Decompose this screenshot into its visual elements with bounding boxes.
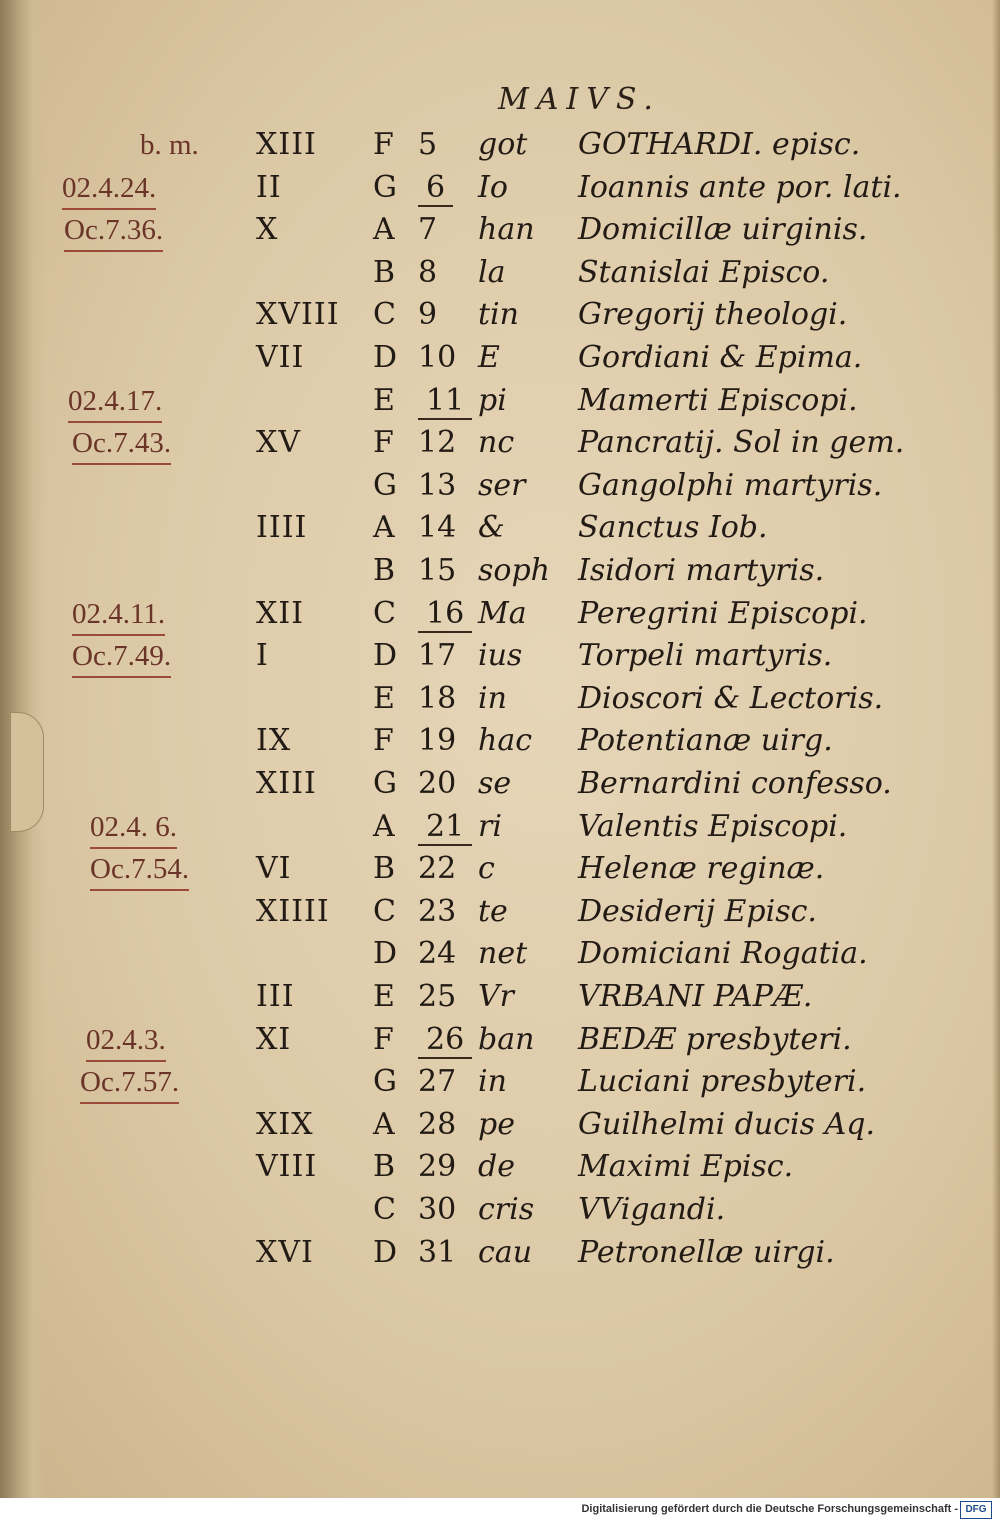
calendar-row [0,1105,1000,1145]
cisiojanus-syllable: han [478,212,535,248]
cisiojanus-syllable: cris [478,1192,535,1227]
dominical-letter: A [373,1106,395,1142]
day-number: 7 [418,212,438,248]
dominical-letter: C [373,297,396,333]
dominical-letter: D [373,638,398,674]
saint-name: Desiderij Episc. [578,893,817,929]
note-handwritten: Oc.7.54. [90,849,189,891]
golden-number: XV [256,425,302,461]
dominical-letter: C [373,1192,396,1227]
cisiojanus-syllable: nc [478,425,515,461]
cisiojanus-syllable: net [478,936,528,972]
cisiojanus-syllable: cau [478,1234,533,1270]
dominical-letter: A [373,808,395,844]
golden-number: XVIII [256,297,340,333]
golden-number: VI [256,851,292,887]
day-number: 6 [418,168,453,208]
calendar-row [0,551,1000,591]
golden-number: VII [256,340,305,375]
cisiojanus-syllable: ser [478,467,526,503]
dominical-letter: G [373,467,397,503]
day-number: 26 [418,1020,472,1060]
calendar-row [0,721,1000,761]
month-heading: MAIVS. [498,82,661,117]
calendar-row [0,210,1000,250]
saint-name: Petronellæ uirgi. [578,1234,835,1270]
dominical-letter: E [373,382,395,418]
saint-name: Potentianæ uirg. [578,723,833,759]
saint-name: Guilhelmi ducis Aq. [578,1106,875,1142]
cisiojanus-syllable: tin [478,297,519,333]
day-number: 20 [418,766,457,801]
note-handwritten: 02.4. 6. [90,807,177,849]
saint-name: Isidori martyris. [578,553,825,588]
cisiojanus-syllable: la [478,254,506,290]
calendar-row [0,1190,1000,1230]
day-number: 18 [418,680,457,716]
dominical-letter: C [373,893,396,929]
golden-number: XII [256,595,305,631]
dominical-letter: F [373,1021,394,1057]
day-number: 28 [418,1106,457,1142]
day-number: 5 [418,127,438,162]
day-number: 27 [418,1064,457,1100]
day-number: 12 [418,425,457,461]
golden-number: XIIII [256,893,330,929]
dominical-letter: D [373,1234,398,1270]
calendar-row [0,1020,1000,1060]
dominical-letter: B [373,851,396,887]
dominical-letter: D [373,936,398,972]
cisiojanus-syllable: c [478,851,495,887]
dominical-letter: F [373,723,394,759]
day-number: 31 [418,1234,457,1270]
day-number: 13 [418,467,457,503]
calendar-row [0,892,1000,932]
saint-name: Gregorij theologi. [578,297,848,333]
golden-number: XVI [256,1234,314,1270]
dominical-letter: A [373,510,395,546]
calendar-row [0,125,1000,165]
saint-name: GOTHARDI. episc. [578,127,861,162]
saint-name: Luciani presbyteri. [578,1064,867,1100]
saint-name: BEDÆ presbyteri. [578,1021,852,1057]
dominical-letter: E [373,680,395,716]
saint-name: Mamerti Episcopi. [578,382,858,418]
dominical-letter: E [373,979,395,1014]
dominical-letter: G [373,766,397,801]
day-number: 11 [418,381,472,421]
saint-name: Dioscori & Lectoris. [578,680,884,716]
saint-name: VVigandi. [578,1192,726,1227]
day-number: 9 [418,297,438,333]
calendar-row [0,295,1000,335]
calendar-row [0,168,1000,208]
cisiojanus-syllable: ri [478,808,502,844]
golden-number: IIII [256,510,308,546]
dominical-letter: C [373,595,396,631]
golden-number: I [256,638,269,674]
cisiojanus-syllable: ius [478,638,523,674]
saint-name: Gordiani & Epima. [578,340,863,375]
saint-name: Torpeli martyris. [578,638,833,674]
saint-name: Helenæ reginæ. [578,851,825,887]
saint-name: Peregrini Episcopi. [578,595,868,631]
day-number: 29 [418,1149,457,1185]
note-handwritten: Oc.7.36. [64,210,163,252]
note-handwritten: Oc.7.43. [72,423,171,465]
note-handwritten: 02.4.24. [62,168,156,210]
saint-name: Ioannis ante por. lati. [578,169,902,205]
day-number: 24 [418,936,457,972]
saint-name: Stanislai Episco. [578,254,830,290]
cisiojanus-syllable: got [478,127,528,162]
note-handwritten: 02.4.11. [72,594,165,636]
cisiojanus-syllable: & [478,510,505,546]
calendar-row [0,764,1000,804]
cisiojanus-syllable: E [478,340,500,375]
saint-name: Sanctus Iob. [578,510,768,546]
dominical-letter: D [373,340,398,375]
saint-name: VRBANI PAPÆ. [578,979,813,1014]
saint-name: Pancratij. Sol in gem. [578,425,905,461]
golden-number: II [256,169,282,205]
day-number: 30 [418,1192,457,1227]
cisiojanus-syllable: hac [478,723,533,759]
cisiojanus-syllable: in [478,1064,507,1100]
cisiojanus-syllable: Io [478,169,508,205]
golden-number: XIII [256,127,317,162]
day-number: 10 [418,340,457,375]
calendar-row [0,508,1000,548]
cisiojanus-syllable: se [478,766,512,801]
calendar-row [0,934,1000,974]
dominical-letter: B [373,254,396,290]
golden-number: VIII [256,1149,318,1185]
day-number: 23 [418,893,457,929]
dominical-letter: F [373,127,394,162]
note-handwritten: Oc.7.49. [72,636,171,678]
day-number: 14 [418,510,457,546]
day-number: 16 [418,594,472,634]
cisiojanus-syllable: in [478,680,507,716]
calendar-row [0,253,1000,293]
day-number: 25 [418,979,457,1014]
saint-name: Domiciani Rogatia. [578,936,868,972]
cisiojanus-syllable: pi [478,382,507,418]
note-handwritten: 02.4.3. [86,1020,166,1062]
calendar-row [0,1233,1000,1273]
saint-name: Bernardini confesso. [578,766,892,801]
calendar-row [0,977,1000,1017]
dfg-logo: DFG [960,1501,992,1519]
calendar-row [0,807,1000,847]
golden-number: X [256,212,279,248]
footer-bar [0,1498,1000,1523]
day-number: 22 [418,851,457,887]
calendar-row [0,423,1000,463]
dominical-letter: B [373,1149,396,1185]
calendar-row [0,1147,1000,1187]
cisiojanus-syllable: Ma [478,595,527,631]
day-number: 8 [418,254,438,290]
day-number: 17 [418,638,457,674]
cisiojanus-syllable: de [478,1149,515,1185]
cisiojanus-syllable: pe [478,1106,515,1142]
saint-name: Valentis Episcopi. [578,808,848,844]
calendar-row [0,381,1000,421]
golden-number: XI [256,1021,292,1057]
calendar-row [0,679,1000,719]
cisiojanus-syllable: ban [478,1021,535,1057]
golden-number: XIII [256,766,317,801]
dominical-letter: A [373,212,395,248]
golden-number: IX [256,723,292,759]
saint-name: Domicillæ uirginis. [578,212,868,248]
saint-name: Maximi Episc. [578,1149,794,1185]
day-number: 19 [418,723,457,759]
dominical-letter: F [373,425,394,461]
footer-credit: Digitalisierung gefördert durch die Deutsche Forschungsgemeinschaft - [581,1503,958,1515]
calendar-row [0,1062,1000,1102]
dominical-letter: G [373,169,397,205]
golden-number: III [256,979,295,1014]
calendar-row [0,636,1000,676]
cisiojanus-syllable: Vr [478,979,515,1014]
cisiojanus-syllable: te [478,893,508,929]
calendar-row [0,466,1000,506]
dominical-letter: G [373,1064,397,1100]
note-handwritten: Oc.7.57. [80,1062,179,1104]
day-number: 15 [418,553,457,588]
note-handwritten: 02.4.17. [68,381,162,423]
day-number: 21 [418,807,472,847]
golden-number: XIX [256,1106,314,1142]
calendar-row [0,338,1000,378]
cisiojanus-syllable: soph [478,553,550,588]
note-handwritten: b. m. [140,129,199,161]
calendar-row [0,594,1000,634]
saint-name: Gangolphi martyris. [578,467,883,503]
calendar-row [0,849,1000,889]
dominical-letter: B [373,553,396,588]
